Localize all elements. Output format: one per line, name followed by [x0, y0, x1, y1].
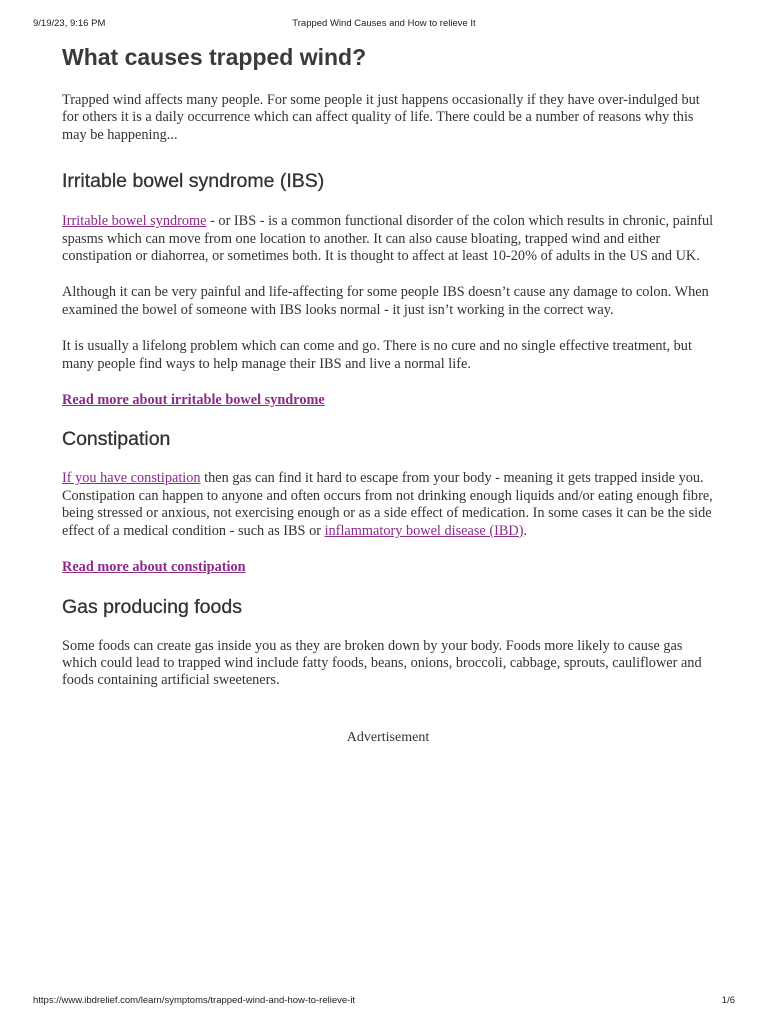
ibd-link[interactable]: inflammatory bowel disease (IBD) — [324, 522, 524, 539]
print-datetime: 9/19/23, 9:16 PM — [33, 18, 106, 29]
ibs-paragraph-3: It is usually a lifelong problem which can come and go. There is no cure and no single effective treatment, but many people find ways to help manage their IBS and live a normal life. — [62, 338, 692, 372]
read-more-ibs-link[interactable]: Read more about irritable bowel syndrome — [62, 392, 325, 409]
read-more-constipation-link[interactable]: Read more about constipation — [62, 559, 246, 576]
constipation-paragraph-1 — [62, 470, 714, 540]
constipation-read-more — [62, 559, 714, 576]
ibs-paragraph-2: Although it can be very painful and life-affecting for some people IBS doesn’t cause any damage to colon. When examined the bowel of someone with IBS looks normal - it just isn’t working in the correct way. — [62, 284, 709, 318]
print-title: Trapped Wind Causes and How to relieve It — [292, 18, 476, 29]
constipation-paragraph-1-end: . — [523, 522, 528, 539]
article-content — [62, 42, 714, 746]
section-heading-ibs: Irritable bowel syndrome (IBS) — [62, 170, 325, 193]
constipation-link[interactable]: If you have constipation — [62, 470, 201, 487]
ibs-paragraph-1-text: - or IBS - is a common functional disorder of the colon which results in chronic, painful spasms which can move from one location to another. It can also cause bloating, trapped wind and either constipation or diahorrea, or sometimes both. It is thought to affect at least 10-20% of adults in the US and UK. — [62, 213, 714, 265]
ibs-link[interactable]: Irritable bowel syndrome — [62, 213, 207, 230]
section-heading-gas-foods: Gas producing foods — [62, 595, 242, 618]
section-heading-constipation: Constipation — [62, 428, 171, 451]
intro-paragraph: Trapped wind affects many people. For some people it just happens occasionally if they have over-indulged but for others it is a daily occurrence which can affect quality of life. There could be a number of reasons why this may be happening... — [62, 92, 700, 143]
ibs-paragraph-1 — [62, 213, 714, 265]
constipation-paragraph-1-text: then gas can find it hard to escape from your body - meaning it gets trapped inside you. Constipation can happen to anyone and often occurs from not drinking enough liquids and/or eating enough fibre, being stressed or anxious, not exercising enough or as a side effect of medication. In some cases it can be the side effect of a medical condition - such as IBS or — [62, 470, 713, 539]
page-number: 1/6 — [721, 995, 735, 1006]
print-header — [33, 18, 735, 32]
gas-foods-paragraph: Some foods can create gas inside you as they are broken down by your body. Foods more likely to cause gas which could lead to trapped wind include fatty foods, beans, onions, broccoli, cabbage, sprouts, cauliflower and foods containing artificial sweeteners. — [62, 637, 702, 689]
print-footer — [33, 995, 735, 1009]
print-url: https://www.ibdrelief.com/learn/symptoms/trapped-wind-and-how-to-relieve-it — [33, 995, 356, 1006]
ibs-read-more — [62, 392, 714, 409]
page-title: What causes trapped wind? — [62, 44, 367, 70]
advertisement-label: Advertisement — [346, 729, 430, 745]
